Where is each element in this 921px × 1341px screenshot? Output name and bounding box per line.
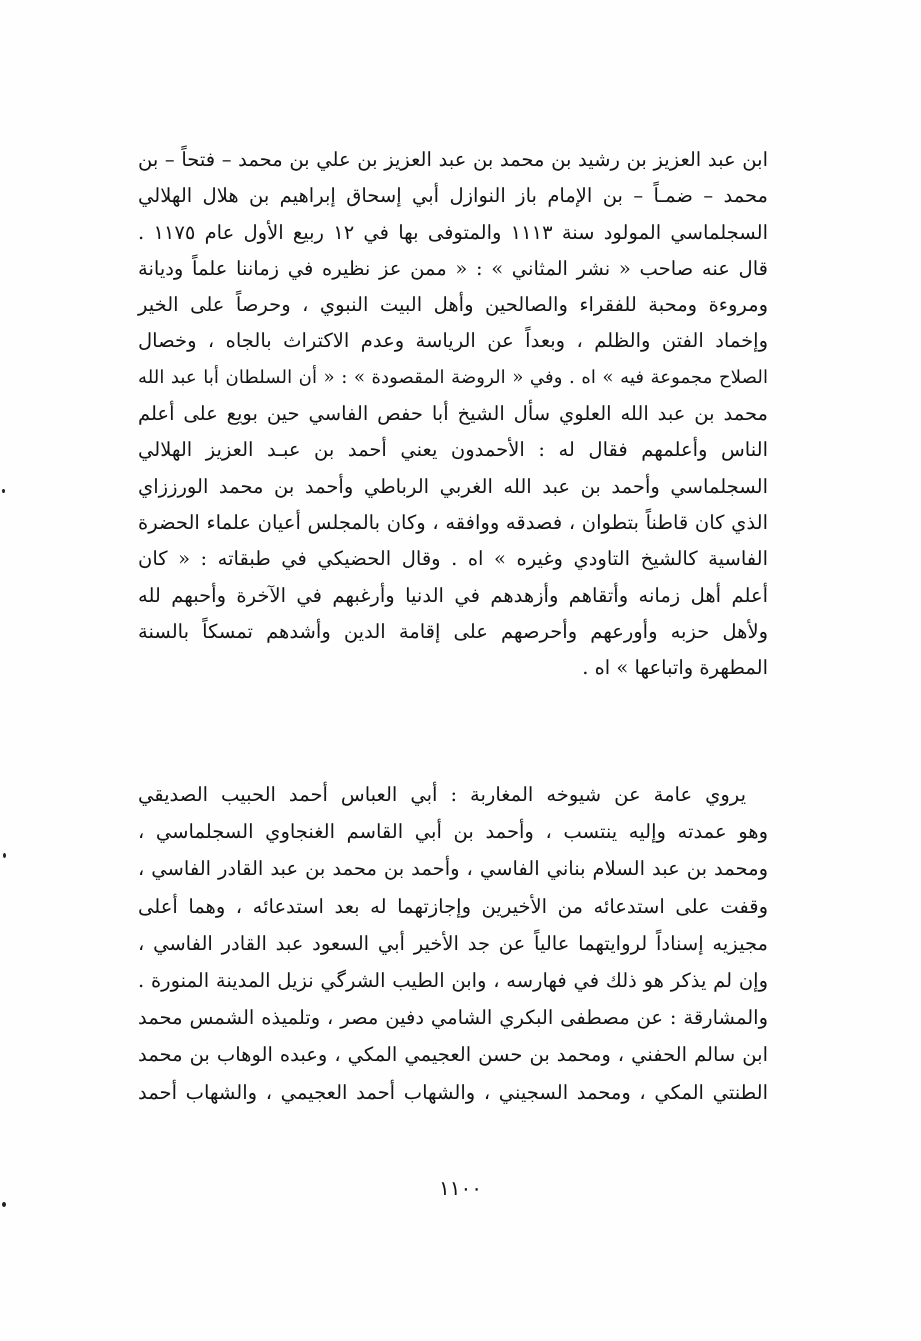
text-line: الناس وأعلمهم فقال له : الأحمدون يعني أحمد بن عبـد العزيز الهلالي	[138, 438, 768, 462]
text-line: ومروءة ومحبة للفقراء والصالحين وأهل البيت النبوي ، وحرصاً على الخير	[138, 293, 768, 317]
text-line: ابن عبد العزيز بن رشيد بن محمد بن عبد العزيز بن علي بن محمد – فتحاً – بن	[138, 148, 768, 171]
text-line: وإن لم يذكر هو ذلك في فهارسه ، وابن الطيب الشرگي نزيل المدينة المنورة .	[138, 968, 768, 992]
text-line: الصلاح مجموعة فيه » اه . وفي « الروضة المقصودة » : « أن السلطان أبا عبد الله	[138, 366, 768, 388]
text-line: ومحمد بن عبد السلام بناني الفاسي ، وأحمد بن محمد بن عبد القادر الفاسي ،	[138, 857, 768, 881]
text-line: وهو عمدته وإليه ينتسب ، وأحمد بن أبي القاسم الغنجاوي السجلماسي ،	[138, 820, 768, 844]
text-line: مجيزيه إسناداً لروايتهما عالياً عن جد الأخير أبي السعود عبد القادر الفاسي ،	[138, 931, 768, 955]
text-line: محمد – ضمـاً – بن الإمام باز النوازل أبي إسحاق إبراهيم بن هلال الهلالي	[138, 184, 768, 208]
text-line: يروي عامة عن شيوخه المغاربة : أبي العباس أحمد الحبيب الصديقي	[138, 783, 746, 806]
page-number: ١١٠٠	[439, 1176, 482, 1200]
text-line: محمد بن عبد الله العلوي سأل الشيخ أبا حفص الفاسي حين بويع على أعلم	[138, 402, 768, 426]
text-line: الطنتي المكي ، ومحمد السجيني ، والشهاب أحمد العجيمي ، والشهاب أحمد	[138, 1080, 768, 1104]
text-line: ولأهل حزبه وأورعهم وأحرصهم على إقامة الدين وأشدهم تمسكاً بالسنة	[138, 619, 768, 643]
text-line: الذي كان قاطناً بتطوان ، فصدقه ووافقه ، وكان بالمجلس أعيان علماء الحضرة	[138, 510, 768, 534]
scan-speck	[2, 489, 5, 493]
text-line: وقفت على استدعائه من الأخيرين وإجازتهما له بعد استدعائه ، وهما أعلى	[138, 894, 768, 918]
text-line: السجلماسي وأحمد بن عبد الله الغربي الرباطي وأحمد بن محمد الورززاي	[138, 474, 768, 498]
text-line: ابن سالم الحفني ، ومحمد بن حسن العجيمي المكي ، وعبده الوهاب بن محمد	[138, 1043, 768, 1067]
text-line: المطهرة واتباعها » اه .	[582, 656, 768, 680]
paragraph-1	[138, 142, 768, 686]
scan-speck	[2, 1202, 6, 1207]
scan-speck	[3, 853, 6, 858]
text-line: والمشارقة : عن مصطفى البكري الشامي دفين مصر ، وتلميذه الشمس محمد	[138, 1006, 768, 1030]
text-line: الفاسية كالشيخ التاودي وغيره » اه . وقال الحضيكي في طبقاته : « كان	[138, 547, 768, 571]
text-line: قال عنه صاحب « نشر المثاني » : « ممن عز نظيره في زماننا علماً وديانة	[138, 256, 768, 280]
text-line: أعلم أهل زمانه وأتقاهم وأزهدهم في الدنيا وأرغبهم في الآخرة وأحبهم لله	[138, 583, 768, 607]
text-line: السجلماسي المولود سنة ١١١٣ والمتوفى بها في ١٢ ربيع الأول عام ١١٧٥ .	[138, 220, 768, 244]
paragraph-2	[138, 776, 768, 1111]
text-line: وإخماد الفتن والظلم ، وبعداً عن الرياسة وعدم الاكتراث بالجاه ، وخصال	[138, 329, 768, 353]
